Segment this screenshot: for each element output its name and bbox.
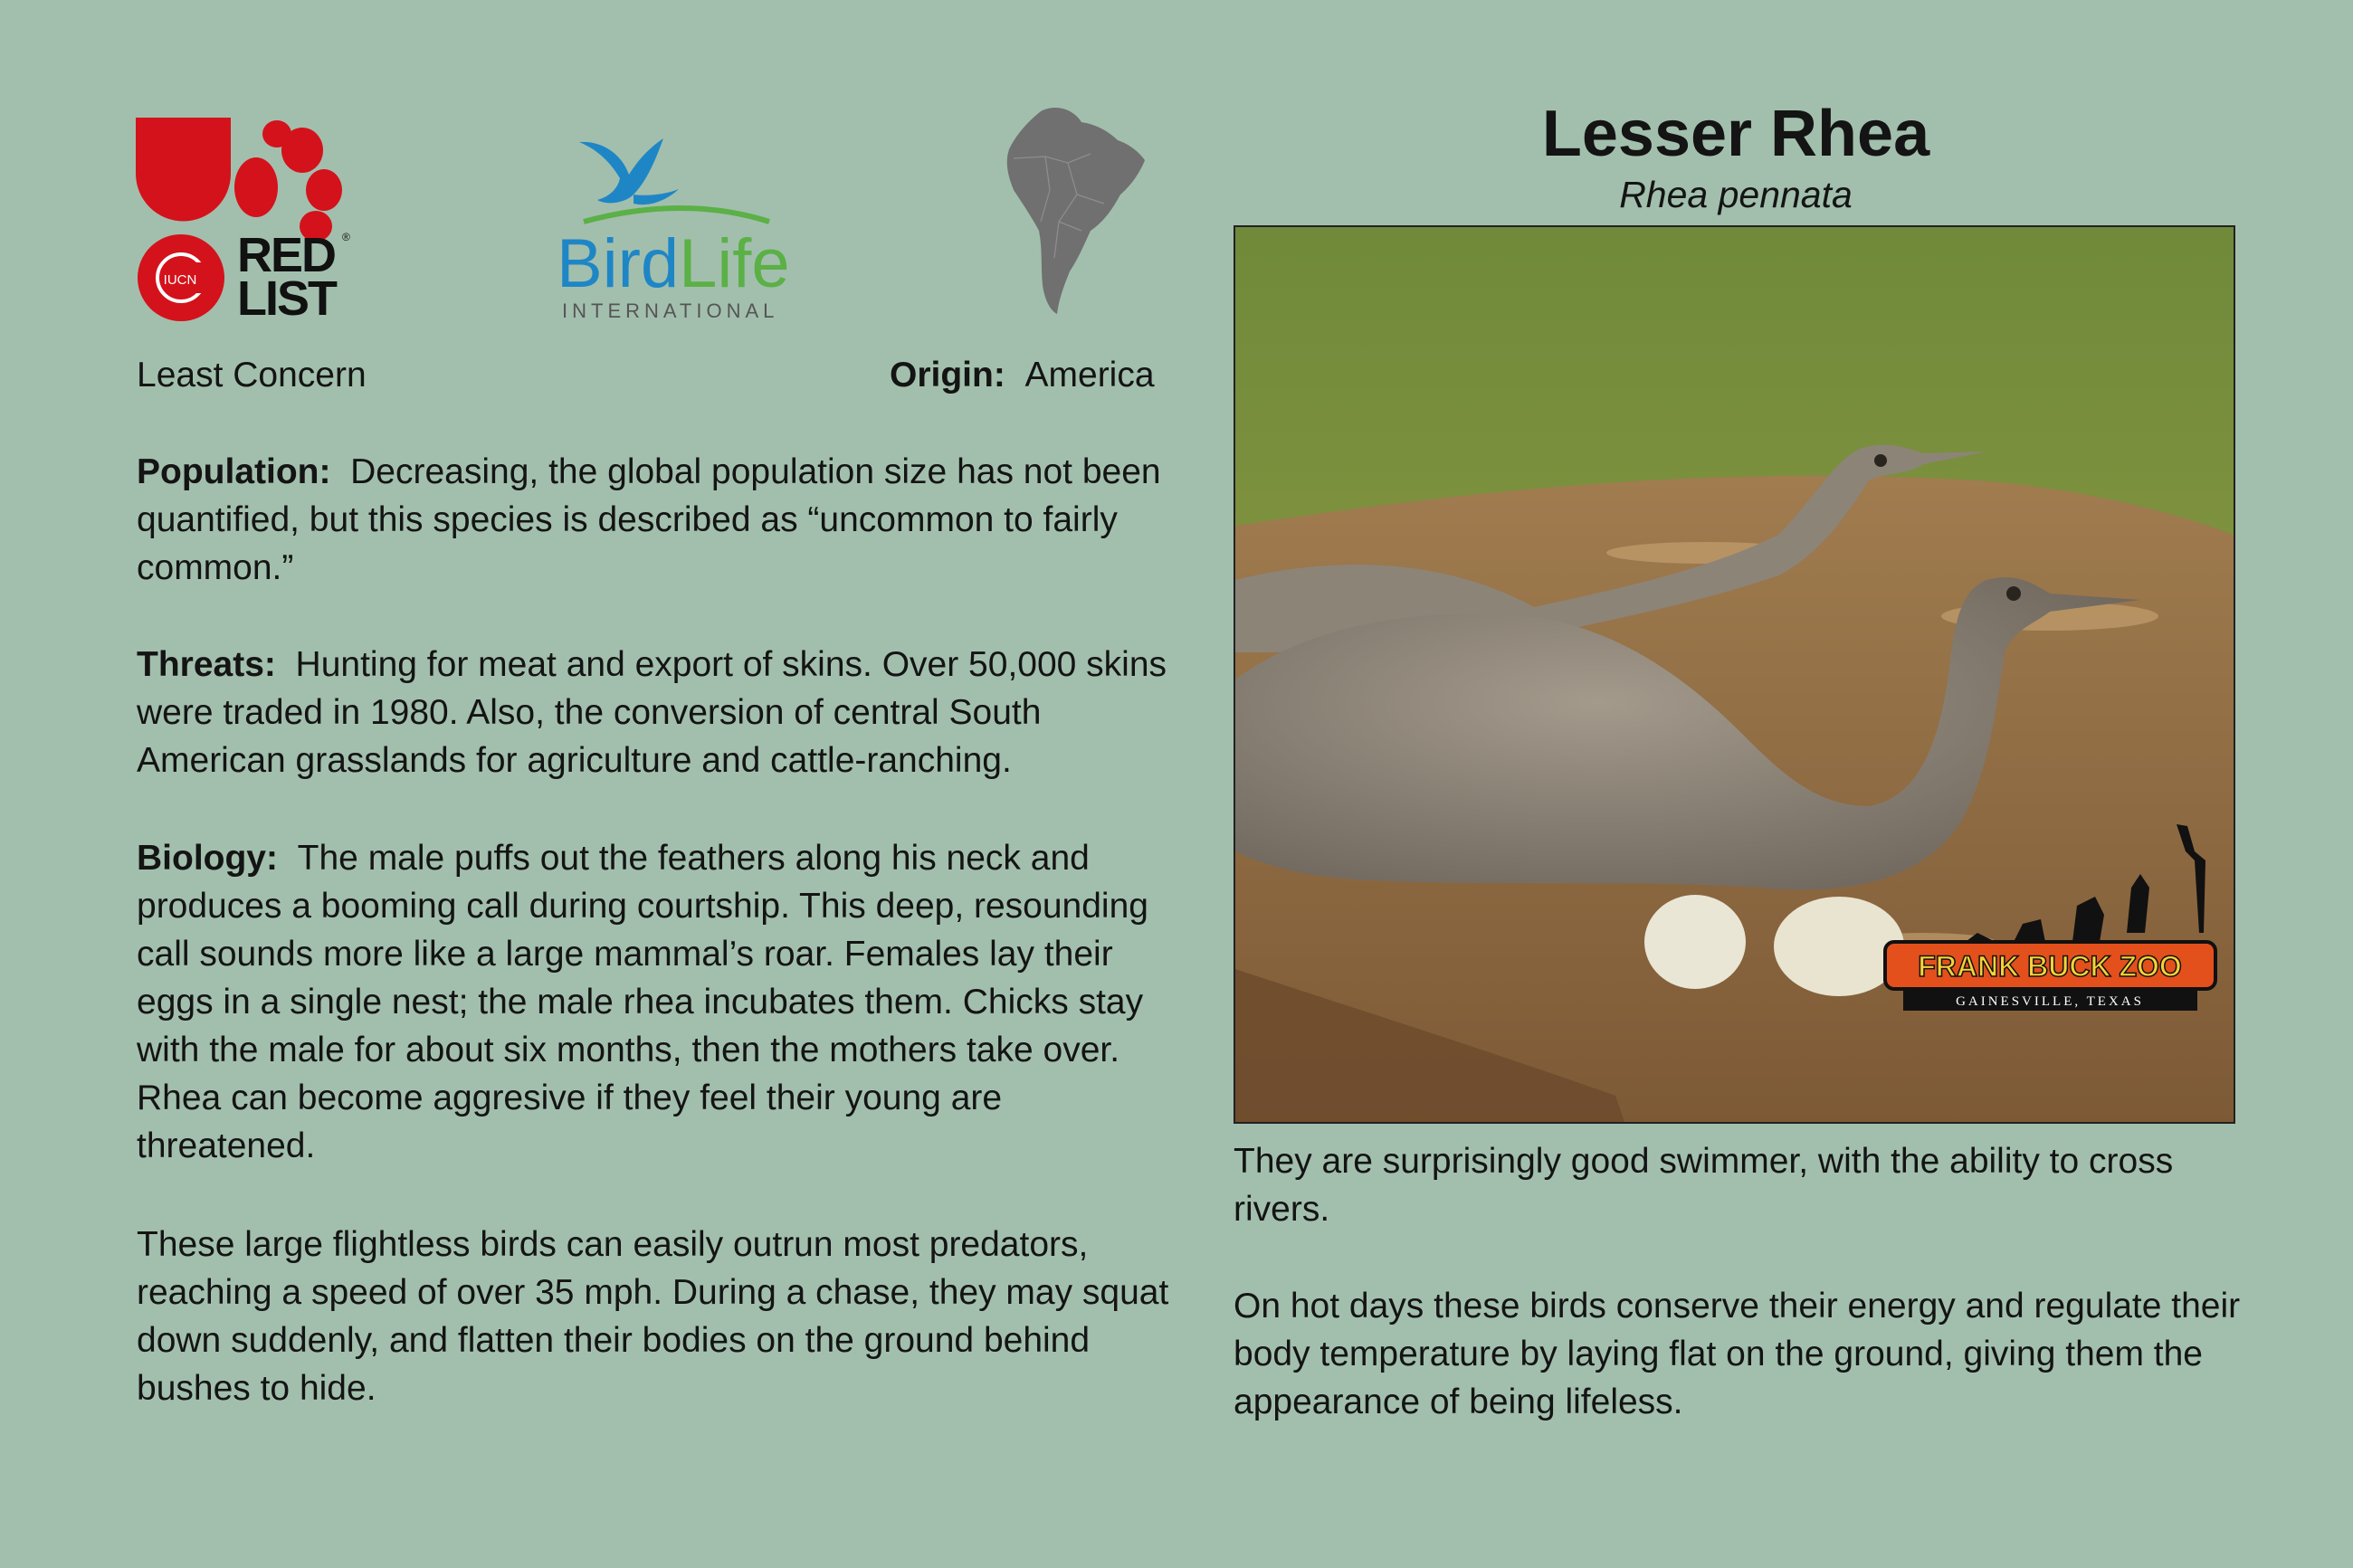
egg xyxy=(1644,895,1746,989)
population-label: Population: xyxy=(137,452,331,491)
birdlife-logo xyxy=(557,131,819,321)
birdlife-arc xyxy=(584,208,769,222)
origin-value: America xyxy=(1024,356,1155,394)
biology-label: Biology: xyxy=(137,839,278,878)
red-text: RED xyxy=(237,228,336,282)
paw-icon xyxy=(234,120,342,242)
biology-paragraph xyxy=(137,834,1186,1170)
conservation-status: Least Concern xyxy=(137,356,367,394)
origin-label: Origin: xyxy=(890,356,1005,394)
threats-label: Threats: xyxy=(137,645,276,684)
biology-text: The male puffs out the feathers along his neck and produces a booming call during courtship. This deep, resounding call sounds more like a large mammal’s roar. Females lay their eggs in a single nest; the male rhea incubates them. Chicks stay with the male for about six months, then the mothers take over. Rhea can become aggresive if they feel their young are threatened. xyxy=(137,839,1148,1165)
registered-mark: ® xyxy=(342,231,350,243)
iucn-mark-text: IUCN xyxy=(163,272,197,288)
bird-icon xyxy=(579,138,679,204)
south-america-map-icon xyxy=(1005,104,1149,317)
iucn-red-list-logo xyxy=(136,118,362,321)
predators-paragraph: These large flightless birds can easily outrun most predators, reaching a speed of over 35 mph. During a chase, they may squat down suddenly, and flatten their bodies on the ground behind bushes to hide. xyxy=(137,1225,1169,1408)
swim-paragraph: They are surprisingly good swimmer, with the ability to cross rivers. xyxy=(1234,1142,2174,1229)
population-paragraph xyxy=(137,448,1186,592)
species-title: Lesser Rhea xyxy=(1541,98,1930,170)
threats-text: Hunting for meat and export of skins. Over 50,000 skins were traded in 1980. Also, the conversion of central South American grasslands for agriculture and cattle-ranching. xyxy=(137,645,1167,780)
rhea-photo-illustration xyxy=(1235,227,2234,1122)
list-text: LIST xyxy=(237,271,336,321)
iucn-drop-shape xyxy=(136,118,231,222)
zoo-place: GAINESVILLE, TEXAS xyxy=(1956,994,2144,1009)
scientific-name: Rhea pennata xyxy=(1619,174,1853,215)
rhea-photo xyxy=(1234,225,2235,1124)
birdlife-name: BirdLife xyxy=(557,225,790,302)
zoo-name: FRANK BUCK ZOO xyxy=(1918,950,2182,983)
origin-line xyxy=(890,353,1155,398)
hot-days-paragraph: On hot days these birds conserve their energy and regulate their body temperature by laying flat on the ground, giving them the appearance of being lifeless. xyxy=(1234,1287,2241,1421)
birdlife-sub: INTERNATIONAL xyxy=(562,299,779,321)
threats-paragraph xyxy=(137,641,1186,784)
population-text: Decreasing, the global population size has not been quantified, but this species is described as “uncommon to fairly common.” xyxy=(137,452,1161,587)
